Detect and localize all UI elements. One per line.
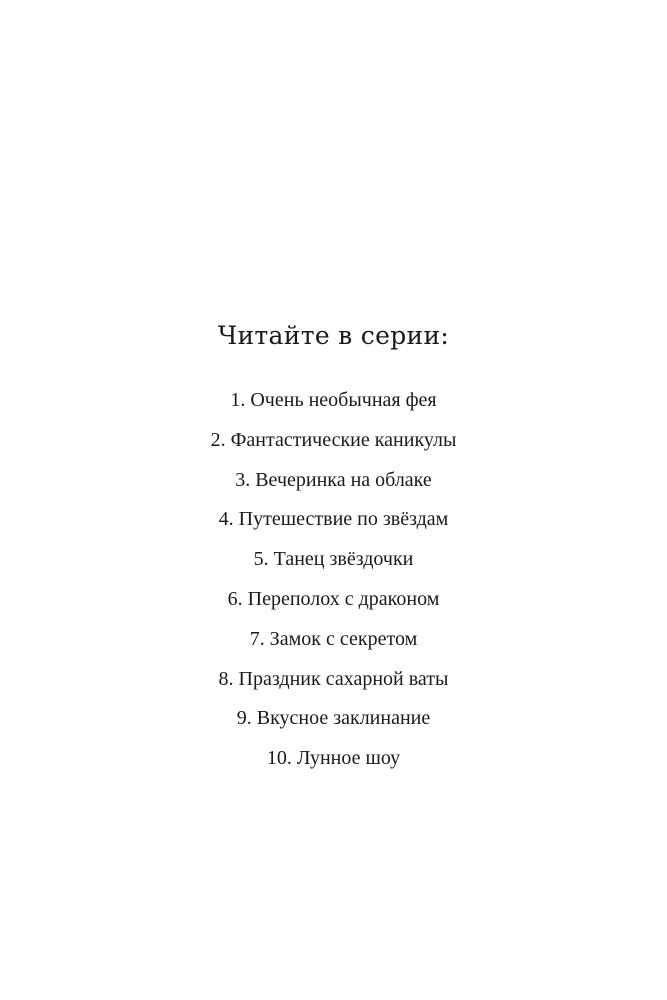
series-book-list: [0, 384, 667, 782]
series-book-item: 8. Праздник сахарной ваты: [218, 667, 449, 690]
series-book-item: 1. Очень необычная фея: [230, 389, 437, 411]
series-book-item: 5. Танец звёздочки: [253, 548, 414, 571]
series-book-item: 7. Замок с секретом: [249, 627, 418, 650]
series-book-item: 4. Путешествие по звёздам: [218, 508, 449, 531]
series-book-item: 10. Лунное шоу: [266, 747, 401, 770]
series-book-item: 9. Вкусное заклинание: [236, 707, 431, 730]
series-book-item: 2. Фантастические каникулы: [210, 428, 457, 451]
series-book-item: 6. Переполох с драконом: [227, 587, 440, 610]
series-heading: Читайте в серии:: [217, 321, 450, 350]
series-book-item: 3. Вечеринка на облаке: [235, 468, 432, 491]
